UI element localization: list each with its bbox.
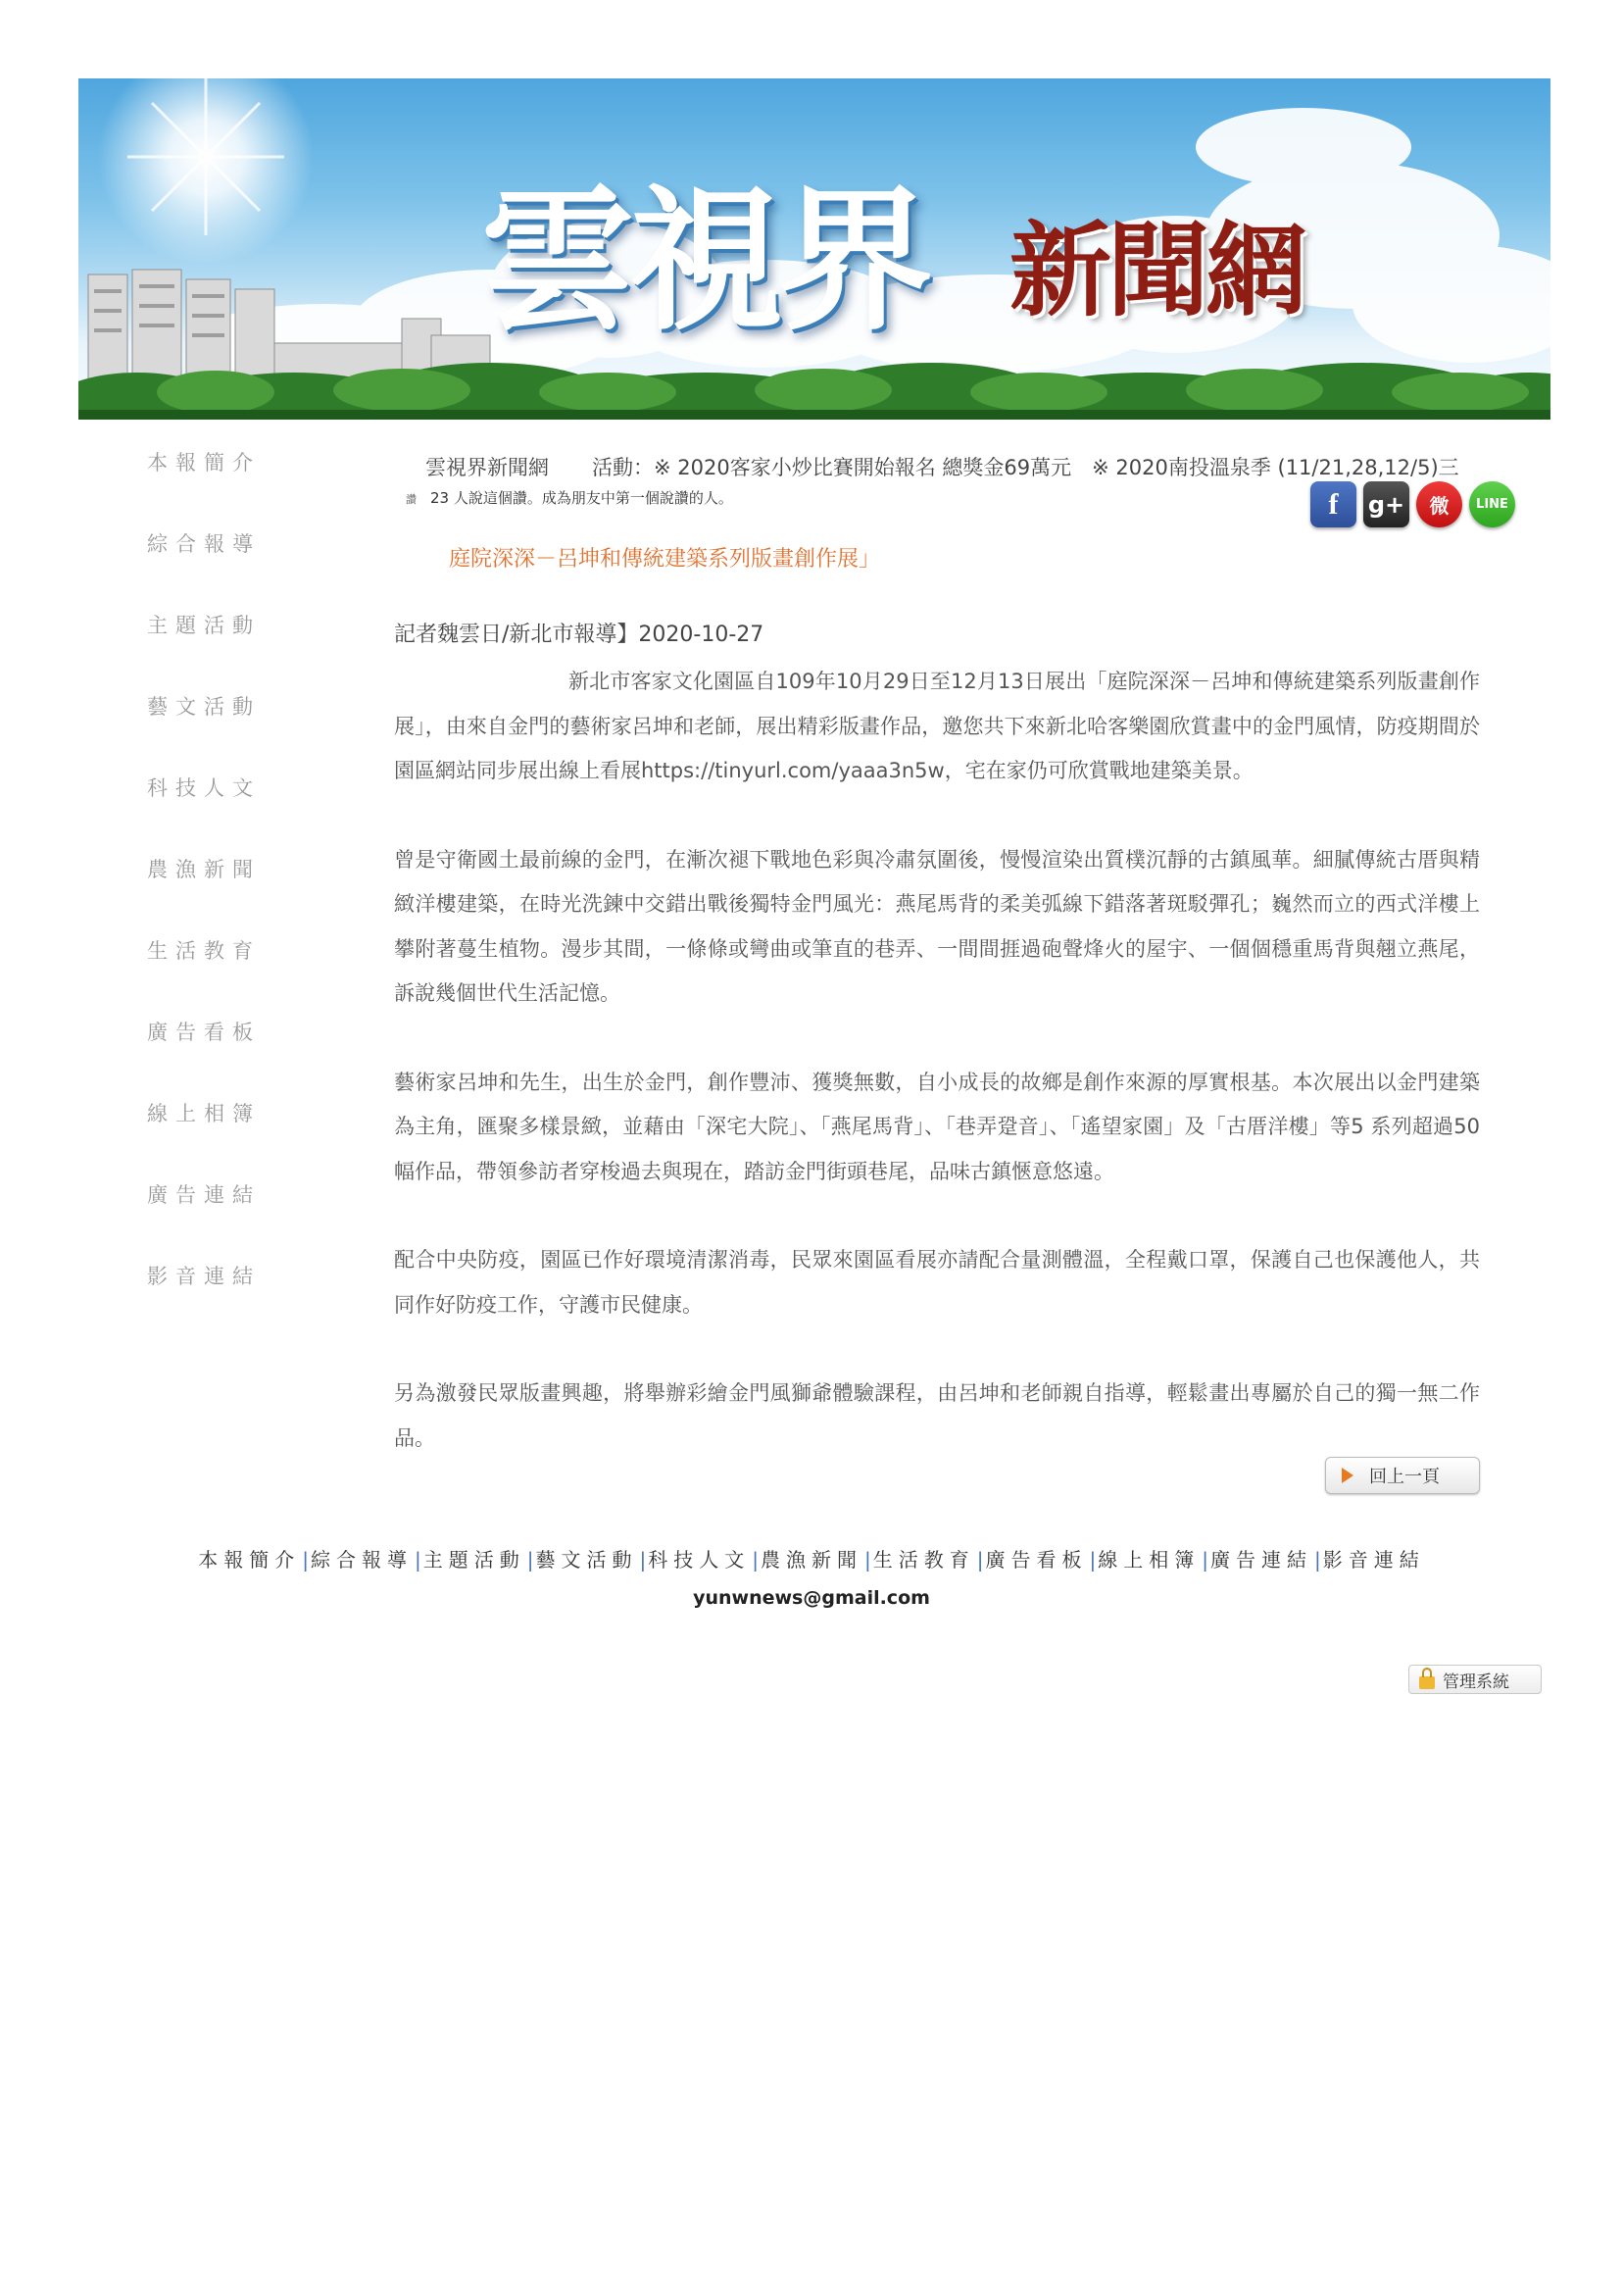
admin-button-label: 管理系統 [1443,1672,1509,1692]
article-paragraph: 曾是守衛國土最前線的金門，在漸次褪下戰地色彩與冷肅氛圍後，慢慢渲染出質樸沉靜的古鎮風華。細膩傳統古厝與精緻洋樓建築，在時光洗鍊中交錯出戰後獨特金門風光：燕尾馬背的柔美弧線下錯落著斑駁彈孔；巍然而立的西式洋樓上攀附著蔓生植物。漫步其間，一條條或彎曲或筆直的巷弄、一間間捱過砲聲烽火的屋宇、一個個穩重馬背與翹立燕尾，訴說幾個世代生活記憶。 [394,847,1480,1005]
footer-link-arts[interactable]: 藝文活動 [535,1548,638,1572]
sidebar-item-events[interactable]: 主題活動 [147,614,261,637]
sidebar-item-about[interactable]: 本報簡介 [147,451,261,474]
social-share-bar [1310,481,1515,527]
like-button[interactable]: 讚 [406,493,417,506]
footer-link-video-links[interactable]: 影音連結 [1322,1548,1425,1572]
contact-email[interactable]: yunwnews@gmail.com [693,1587,930,1609]
footer-link-life-education[interactable]: 生活教育 [872,1548,975,1572]
article-paragraph: 藝術家呂坤和先生，出生於金門，創作豐沛、獲獎無數，自小成長的故鄉是創作來源的厚實根基。本次展出以金門建築為主角，匯聚多樣景緻，並藉由「深宅大院」、「燕尾馬背」、「巷弄跫音」、「遙望家園」及「古厝洋樓」等5 系列超過50幅作品，帶領參訪者穿梭過去與現在，踏訪金門街頭巷尾，品味古鎮愜意悠遠。 [394,1070,1480,1183]
ticker-site-name: 雲視界新聞網 [425,456,549,479]
article-paragraph: 另為激發民眾版畫興趣，將舉辦彩繪金門風獅爺體驗課程，由呂坤和老師親自指導，輕鬆畫出專屬於自己的獨一無二作品。 [394,1381,1480,1450]
separator: | [752,1548,759,1572]
ticker-text[interactable]: 活動：※ 2020客家小炒比賽開始報名 總獎金69萬元 ※ 2020南投溫泉季 (11/21,28,12/5)三 [592,456,1459,479]
back-button-label: 回上一頁 [1369,1467,1440,1487]
like-count: 23 人說這個讚。成為朋友中第一個說讚的人。 [430,489,733,507]
footer-link-album[interactable]: 線上相簿 [1098,1548,1201,1572]
sidebar-nav [147,447,294,1342]
logo-title: 雲視界 [480,172,927,352]
article-body [394,660,1480,1505]
article-paragraph: 新北市客家文化園區自109年10月29日至12月13日展出「庭院深深－呂坤和傳統建築系列版畫創作展」，由來自金門的藝術家呂坤和老師，展出精彩版畫作品，邀您共下來新北哈客樂園欣賞畫中的金門風情，防疫期間於園區網站同步展出線上看展https://tinyurl.com/yaaa3n5w，宅在家仍可欣賞戰地建築美景。 [394,670,1480,782]
separator: | [415,1548,421,1572]
sidebar-item-ads[interactable]: 廣告看板 [147,1021,261,1044]
admin-button[interactable] [1408,1665,1542,1694]
footer-link-agriculture[interactable]: 農漁新聞 [761,1548,862,1572]
separator: | [1089,1548,1097,1572]
logo-subtitle: 新聞網 [1009,211,1304,330]
back-button[interactable] [1325,1457,1480,1494]
play-arrow-icon [1342,1468,1353,1483]
like-row [406,487,733,508]
footer-link-ads[interactable]: 廣告看板 [985,1548,1088,1572]
site-banner [78,78,1550,420]
article-paragraph: 配合中央防疫，園區已作好環境清潔消毒，民眾來園區看展亦請配合量測體溫，全程戴口罩，保護自己也保護他人，共同作好防疫工作，守護市民健康。 [394,1248,1480,1317]
line-icon[interactable]: LINE [1469,481,1515,527]
separator: | [639,1548,647,1572]
article-byline: 記者魏雲日/新北市報導】2020-10-27 [394,623,764,647]
separator: | [526,1548,534,1572]
weibo-icon[interactable]: 微 [1416,481,1462,527]
footer-link-ad-links[interactable]: 廣告連結 [1210,1548,1312,1572]
sidebar-item-ad-links[interactable]: 廣告連結 [147,1183,261,1207]
lock-icon [1419,1676,1435,1689]
separator: | [302,1548,309,1572]
sidebar-item-album[interactable]: 線上相簿 [147,1102,261,1125]
article-title: 庭院深深－呂坤和傳統建築系列版畫創作展」 [449,547,881,572]
sidebar-item-agriculture[interactable]: 農漁新聞 [147,858,261,881]
sidebar-item-tech[interactable]: 科技人文 [147,776,261,800]
facebook-icon[interactable]: f [1310,481,1356,527]
footer-link-tech[interactable]: 科技人文 [648,1548,751,1572]
footer-link-general-news[interactable]: 綜合報導 [311,1548,413,1572]
footer-link-events[interactable]: 主題活動 [422,1548,525,1572]
footer-nav [0,1544,1623,1572]
separator: | [864,1548,871,1572]
sidebar-item-video-links[interactable]: 影音連結 [147,1265,261,1288]
news-ticker[interactable] [425,452,1503,481]
separator: | [1314,1548,1321,1572]
sidebar-item-general-news[interactable]: 綜合報導 [147,532,261,556]
google-plus-icon[interactable]: g+ [1363,481,1409,527]
sidebar-item-life-education[interactable]: 生活教育 [147,939,261,963]
footer-link-about[interactable]: 本報簡介 [198,1548,301,1572]
sidebar-item-arts[interactable]: 藝文活動 [147,695,261,719]
separator: | [1202,1548,1208,1572]
separator: | [976,1548,984,1572]
